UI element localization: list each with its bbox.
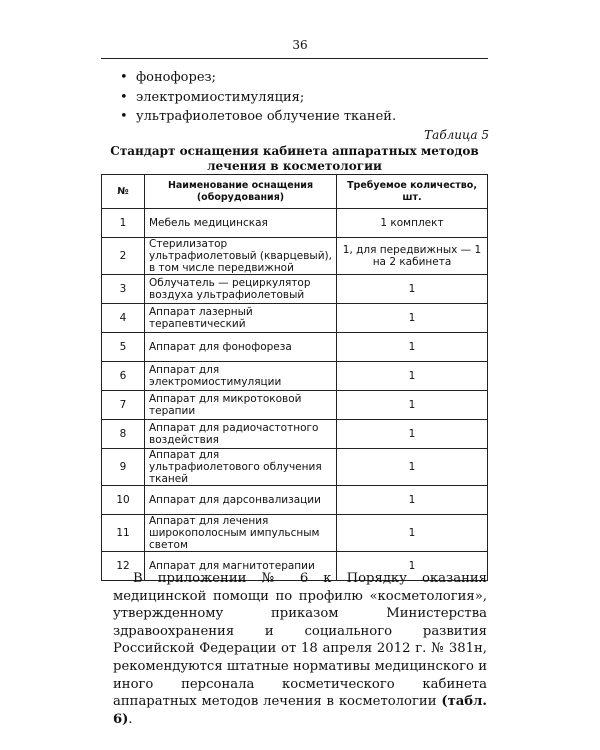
body-paragraph bbox=[113, 570, 487, 728]
row-name: Аппарат для магнитотерапии bbox=[145, 552, 337, 581]
row-quantity: 1 bbox=[337, 449, 488, 486]
row-name: Стерилизатор ультрафиолетовый (кварцевый), в том числе передвижной bbox=[145, 238, 337, 275]
row-name: Аппарат для дарсонвализации bbox=[145, 486, 337, 515]
body-paragraph-end: . bbox=[128, 711, 133, 727]
row-name: Аппарат для ультрафиолетового облучения тканей bbox=[145, 449, 337, 486]
row-name: Аппарат лазерный терапевтический bbox=[145, 304, 337, 333]
table-header-row bbox=[102, 175, 488, 209]
row-number: 6 bbox=[102, 362, 145, 391]
table-title: Стандарт оснащения кабинета аппаратных методов лечения в косметологии bbox=[110, 144, 479, 173]
table-row bbox=[102, 391, 488, 420]
table-row bbox=[102, 238, 488, 275]
column-header-quantity: Требуемое количество, шт. bbox=[337, 175, 488, 209]
header-rule bbox=[101, 58, 488, 59]
row-number: 2 bbox=[102, 238, 145, 275]
bullet-list bbox=[118, 68, 396, 127]
row-quantity: 1, для передвижных — 1 на 2 кабинета bbox=[337, 238, 488, 275]
row-name: Аппарат для фонофореза bbox=[145, 333, 337, 362]
table-row bbox=[102, 420, 488, 449]
table-row bbox=[102, 362, 488, 391]
row-quantity: 1 bbox=[337, 275, 488, 304]
bullet-dot: • bbox=[120, 89, 128, 105]
bullet-dot: • bbox=[120, 109, 128, 124]
row-number: 7 bbox=[102, 391, 145, 420]
page-number: 36 bbox=[292, 38, 308, 52]
row-name: Аппарат для микротоковой терапии bbox=[145, 391, 337, 420]
row-quantity: 1 bbox=[337, 391, 488, 420]
row-name: Облучатель — рециркулятор воздуха ультрафиолетовый bbox=[145, 275, 337, 304]
row-quantity: 1 комплект bbox=[337, 209, 488, 238]
table-row bbox=[102, 515, 488, 552]
table-row bbox=[102, 275, 488, 304]
row-quantity: 1 bbox=[337, 362, 488, 391]
row-quantity: 1 bbox=[337, 333, 488, 362]
row-quantity: 1 bbox=[337, 420, 488, 449]
list-item bbox=[118, 107, 396, 127]
row-number: 10 bbox=[102, 486, 145, 515]
row-number: 5 bbox=[102, 333, 145, 362]
table-row bbox=[102, 304, 488, 333]
list-item-text: ультрафиолетовое облучение тканей. bbox=[136, 109, 397, 124]
row-number: 4 bbox=[102, 304, 145, 333]
row-quantity: 1 bbox=[337, 552, 488, 581]
row-number: 8 bbox=[102, 420, 145, 449]
row-number: 9 bbox=[102, 449, 145, 486]
table-row bbox=[102, 209, 488, 238]
row-number: 1 bbox=[102, 209, 145, 238]
row-name: Аппарат для электромиостимуляции bbox=[145, 362, 337, 391]
row-name: Аппарат для лечения широкополосным импульсным светом bbox=[145, 515, 337, 552]
list-item bbox=[118, 68, 396, 88]
row-number: 12 bbox=[102, 552, 145, 581]
row-name: Мебель медицинская bbox=[145, 209, 337, 238]
table-row bbox=[102, 449, 488, 486]
table-row bbox=[102, 486, 488, 515]
list-item-text: электромиостимуляция; bbox=[136, 89, 305, 105]
row-number: 11 bbox=[102, 515, 145, 552]
column-header-name: Наименование оснащения (оборудования) bbox=[145, 175, 337, 209]
table-row bbox=[102, 333, 488, 362]
table-label: Таблица 5 bbox=[424, 128, 489, 142]
row-name: Аппарат для радиочастотного воздействия bbox=[145, 420, 337, 449]
table-reference: (табл. 6) bbox=[113, 694, 487, 727]
bullet-dot: • bbox=[120, 70, 128, 85]
body-paragraph-text: В приложении № 6 к Порядку оказания медицинской помощи по профилю «косметология», утвержденному приказом Министерства здравоохранения и социального развития Российской Федерации от 18 апреля 2012 г. № 381н, рекомендуются штатные нормативы медицинского и иного персонала косметического кабинета аппаратных методов лечения в косметологии bbox=[113, 571, 487, 710]
list-item-text: фонофорез; bbox=[136, 70, 216, 85]
row-quantity: 1 bbox=[337, 304, 488, 333]
row-quantity: 1 bbox=[337, 486, 488, 515]
row-quantity: 1 bbox=[337, 515, 488, 552]
list-item bbox=[118, 88, 396, 108]
column-header-number: № bbox=[102, 175, 145, 209]
equipment-table bbox=[101, 174, 488, 581]
row-number: 3 bbox=[102, 275, 145, 304]
